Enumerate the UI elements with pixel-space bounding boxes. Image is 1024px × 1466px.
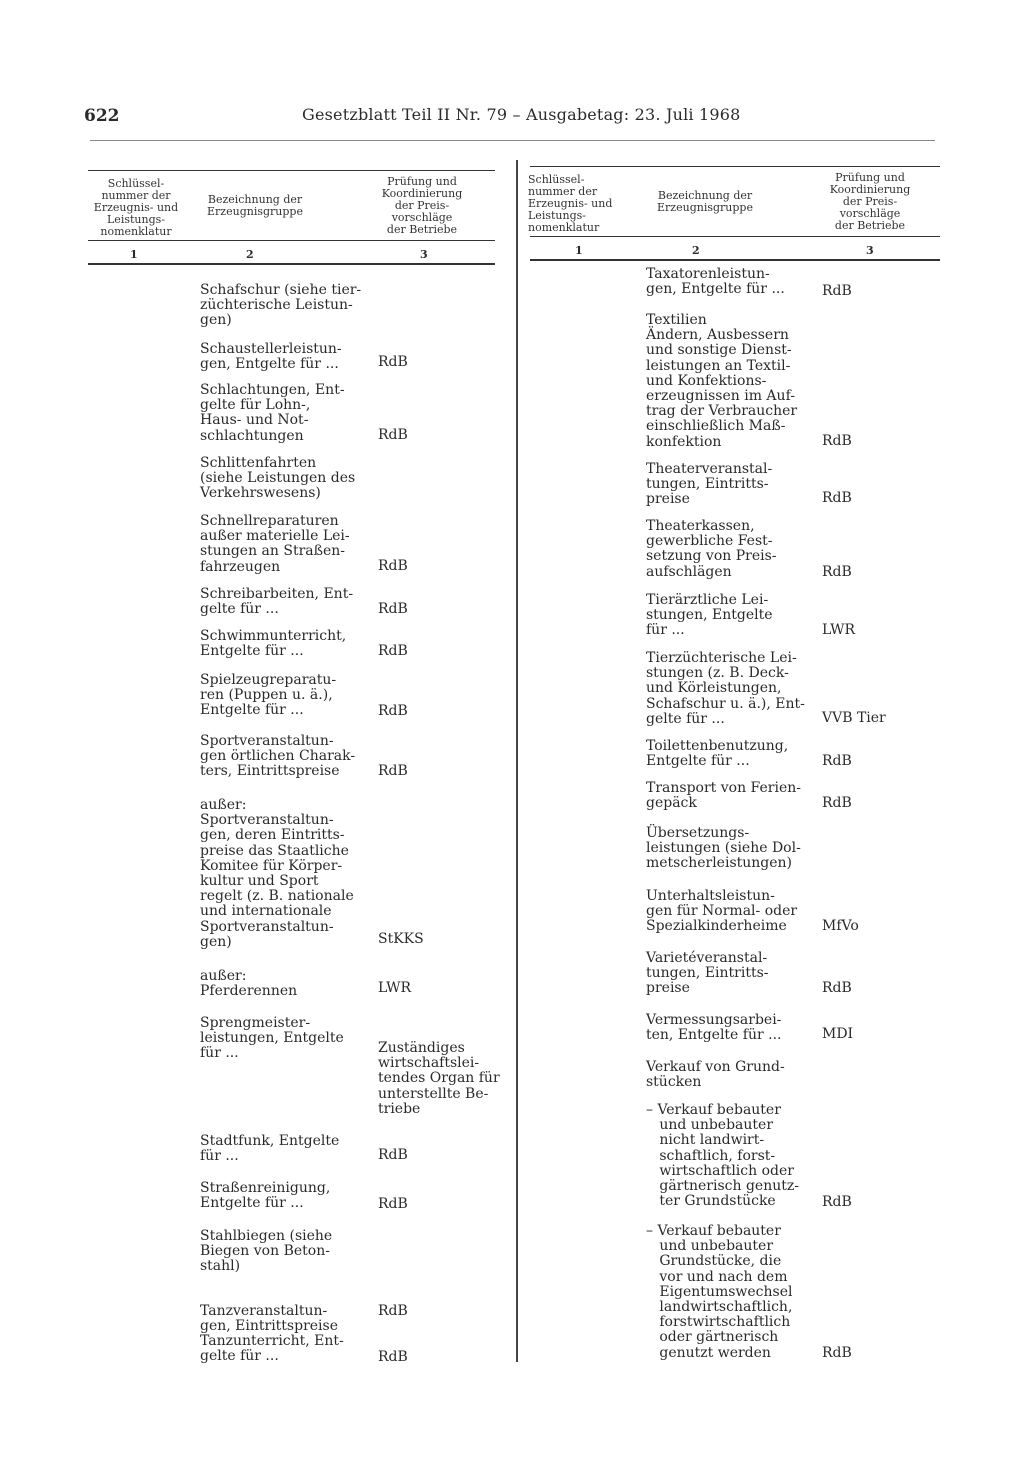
header-rule-mid xyxy=(530,236,940,237)
entry-text-line: züchterische Leistun- xyxy=(200,297,353,314)
entry-text-line: fahrzeugen xyxy=(200,558,281,575)
responsible-body xyxy=(378,1041,500,1117)
entry-text-line: Schlittenfahrten xyxy=(200,455,317,471)
entry-text-line: gen) xyxy=(200,933,232,950)
responsible-body: RdB xyxy=(822,564,852,580)
page-number: 622 xyxy=(84,106,120,126)
table-row xyxy=(200,629,370,659)
entry-text-line: gen, Entgelte für ... xyxy=(200,356,339,373)
entry-text-line: preise xyxy=(646,491,690,508)
table-row xyxy=(200,734,370,780)
right-col3-heading: Prüfung und Koordinierung der Preis- vorschläge der Betriebe xyxy=(829,171,911,232)
table-row xyxy=(200,673,370,719)
entry-text-line: Schaustellerleistun- xyxy=(200,341,342,357)
entry-text-line: oder gärtnerisch xyxy=(646,1329,779,1346)
table-row xyxy=(646,593,816,639)
responsible-body: RdB xyxy=(822,1345,852,1361)
table-row xyxy=(200,1016,370,1062)
entry-text-line: Spezialkinderheime xyxy=(646,918,787,935)
entry-text-line: Toilettenbenutzung, xyxy=(646,738,789,754)
entry-text-line: gelte für ... xyxy=(200,601,279,618)
entry-text-line: gen, Eintrittspreise xyxy=(200,1318,338,1335)
responsible-body-line: triebe xyxy=(378,1100,421,1117)
entry-text-line: Schafschur u. ä.), Ent- xyxy=(646,695,805,712)
responsible-body: RdB xyxy=(378,1349,408,1365)
entry-text-line: Stadtfunk, Entgelte xyxy=(200,1133,340,1149)
entry-text-line: Taxatorenleistun- xyxy=(646,266,770,282)
entry-text-line: erzeugnissen im Auf- xyxy=(646,388,795,405)
table-row xyxy=(646,1013,816,1043)
responsible-body-line: unterstellte Be- xyxy=(378,1085,489,1102)
entry-text-line: und Körleistungen, xyxy=(646,680,782,697)
entry-text-line: Sprengmeister- xyxy=(200,1015,311,1031)
entry-text-line: gärtnerisch genutz- xyxy=(646,1178,799,1195)
entry-text-line: Sportveranstaltun- xyxy=(200,812,334,829)
responsible-body: StKKS xyxy=(378,931,424,947)
entry-text-line: einschließlich Maß- xyxy=(646,418,786,435)
responsible-body: RdB xyxy=(378,1147,408,1163)
right-col-number-1: 1 xyxy=(575,244,583,257)
entry-text-line: für ... xyxy=(200,1148,239,1165)
entry-text-line: stungen, Entgelte xyxy=(646,607,773,624)
table-row xyxy=(200,1304,370,1334)
entry-text-line: Sportveranstaltun- xyxy=(200,733,334,749)
entry-text-line: vor und nach dem xyxy=(646,1268,788,1285)
responsible-body: RdB xyxy=(378,1196,408,1212)
responsible-body: RdB xyxy=(378,427,408,443)
responsible-body-line: Zuständiges xyxy=(378,1040,465,1056)
table-row xyxy=(646,826,816,872)
entry-text-line: leistungen an Textil- xyxy=(646,357,791,374)
right-col2-heading: Bezeichnung der Erzeugnisgruppe xyxy=(657,189,753,214)
table-row xyxy=(200,969,370,999)
entry-text-line: und unbebauter xyxy=(646,1117,774,1134)
entry-text-line: Verkehrswesens) xyxy=(200,485,321,502)
entry-text-line: ter Grundstücke xyxy=(646,1193,776,1210)
entry-text-line: gen für Normal- oder xyxy=(646,903,798,920)
table-row xyxy=(646,267,816,297)
entry-text-line: und unbebauter xyxy=(646,1238,774,1255)
entry-text-line: Entgelte für ... xyxy=(200,1195,304,1212)
entry-text-line: wirtschaftlich oder xyxy=(646,1162,794,1179)
entry-text-line: gen örtlichen Charak- xyxy=(200,748,356,765)
entry-text-line: regelt (z. B. nationale xyxy=(200,888,354,905)
responsible-body: RdB xyxy=(822,433,852,449)
table-row xyxy=(200,798,370,950)
table-row xyxy=(646,1224,816,1361)
entry-text-line: leistungen, Entgelte xyxy=(200,1030,344,1047)
entry-text-line: Tanzveranstaltun- xyxy=(200,1303,328,1319)
table-row xyxy=(200,283,370,329)
table-row xyxy=(200,587,370,617)
entry-text-line: tungen, Eintritts- xyxy=(646,965,769,982)
entry-text-line: und internationale xyxy=(200,903,332,920)
responsible-body: RdB xyxy=(822,980,852,996)
entry-text-line: Unterhaltsleistun- xyxy=(646,888,775,904)
entry-text-line: Tierzüchterische Lei- xyxy=(646,650,797,666)
table-row xyxy=(200,456,370,502)
entry-text-line: – Verkauf bebauter xyxy=(646,1102,781,1118)
entry-text-line: und sonstige Dienst- xyxy=(646,342,792,359)
entry-text-line: Varietéveranstal- xyxy=(646,950,768,966)
table-row xyxy=(200,1229,370,1275)
header-rule-top xyxy=(88,170,495,171)
responsible-body: RdB xyxy=(822,283,852,299)
entry-text-line: preise das Staatliche xyxy=(200,842,349,859)
entry-text-line: Entgelte für ... xyxy=(200,702,304,719)
entry-text-line: stungen (z. B. Deck- xyxy=(646,665,789,682)
left-col-number-1: 1 xyxy=(130,248,138,261)
entry-text-line: landwirtschaftlich, xyxy=(646,1299,793,1316)
entry-text-line: gelte für ... xyxy=(200,1348,279,1365)
entry-text-line: ters, Eintrittspreise xyxy=(200,763,340,780)
entry-text-line: und Konfektions- xyxy=(646,372,767,389)
responsible-body: RdB xyxy=(378,558,408,574)
responsible-body: VVB Tier xyxy=(822,710,886,726)
entry-text-line: außer materielle Lei- xyxy=(200,528,350,545)
entry-text-line: genutzt werden xyxy=(646,1344,771,1361)
entry-text-line: Tanzunterricht, Ent- xyxy=(200,1333,344,1349)
header-rule-bottom xyxy=(530,259,940,261)
table-row xyxy=(646,1103,816,1209)
column-divider xyxy=(516,160,518,1362)
responsible-body: RdB xyxy=(378,1303,408,1319)
responsible-body-line: wirtschaftslei- xyxy=(378,1055,480,1072)
entry-text-line: setzung von Preis- xyxy=(646,548,777,565)
entry-text-line: für ... xyxy=(200,1045,239,1062)
entry-text-line: (siehe Leistungen des xyxy=(200,470,356,487)
entry-text-line: Vermessungsarbei- xyxy=(646,1012,782,1028)
table-row xyxy=(200,383,370,444)
entry-text-line: gen) xyxy=(200,312,232,329)
responsible-body: RdB xyxy=(378,601,408,617)
responsible-body: RdB xyxy=(822,490,852,506)
entry-text-line: Biegen von Beton- xyxy=(200,1243,330,1260)
entry-text-line: Schwimmunterricht, xyxy=(200,628,347,644)
entry-text-line: für ... xyxy=(646,622,685,639)
header-rule-bottom xyxy=(88,263,495,265)
entry-text-line: Theaterveranstal- xyxy=(646,461,773,477)
entry-text-line: Schnellreparaturen xyxy=(200,513,339,529)
table-row xyxy=(646,651,816,727)
table-row xyxy=(200,1134,370,1164)
entry-text-line: ren (Puppen u. ä.), xyxy=(200,687,333,704)
entry-text-line: Komitee für Körper- xyxy=(200,857,343,874)
entry-text-line: Entgelte für ... xyxy=(646,753,750,770)
top-rule xyxy=(90,140,935,141)
table-row xyxy=(646,519,816,580)
entry-text-line: Spielzeugreparatu- xyxy=(200,672,337,688)
entry-text-line: Grundstücke, die xyxy=(646,1253,782,1270)
entry-text-line: Schreibarbeiten, Ent- xyxy=(200,586,354,602)
responsible-body: MDI xyxy=(822,1026,854,1042)
entry-text-line: Ändern, Ausbessern xyxy=(646,327,789,344)
right-col-number-3: 3 xyxy=(866,244,874,257)
responsible-body: RdB xyxy=(378,354,408,370)
responsible-body: RdB xyxy=(822,753,852,769)
left-col1-heading: Schlüssel- nummer der Erzeugnis- und Leistungs- nomenklatur xyxy=(93,177,179,238)
table-row xyxy=(200,514,370,575)
right-col1-heading: Schlüssel- nummer der Erzeugnis- und Leistungs- nomenklatur xyxy=(528,173,613,234)
entry-text-line: schlachtungen xyxy=(200,427,304,444)
responsible-body-line: tendes Organ für xyxy=(378,1070,500,1087)
entry-text-line: leistungen (siehe Dol- xyxy=(646,840,801,857)
left-col-number-3: 3 xyxy=(420,248,428,261)
entry-text-line: nicht landwirt- xyxy=(646,1132,765,1149)
responsible-body: RdB xyxy=(378,703,408,719)
entry-text-line: schaftlich, forst- xyxy=(646,1147,776,1164)
header-rule-top xyxy=(530,166,940,167)
responsible-body: RdB xyxy=(822,1194,852,1210)
entry-text-line: Sportveranstaltun- xyxy=(200,918,334,935)
table-row xyxy=(646,951,816,997)
entry-text-line: stungen an Straßen- xyxy=(200,543,346,560)
table-row xyxy=(646,462,816,508)
table-row xyxy=(646,1060,816,1090)
entry-text-line: ten, Entgelte für ... xyxy=(646,1027,782,1044)
table-row xyxy=(200,1334,370,1364)
table-row xyxy=(646,313,816,450)
entry-text-line: Straßenreinigung, xyxy=(200,1180,331,1196)
table-row xyxy=(646,889,816,935)
responsible-body: MfVo xyxy=(822,918,859,934)
entry-text-line: preise xyxy=(646,980,690,997)
table-row xyxy=(646,781,816,811)
responsible-body: RdB xyxy=(378,643,408,659)
entry-text-line: gen, deren Eintritts- xyxy=(200,827,345,844)
entry-text-line: Eigentumswechsel xyxy=(646,1283,793,1300)
entry-text-line: aufschlägen xyxy=(646,563,732,580)
entry-text-line: trag der Verbraucher xyxy=(646,403,798,420)
left-col-number-2: 2 xyxy=(246,248,254,261)
entry-text-line: Transport von Ferien- xyxy=(646,780,801,796)
entry-text-line: außer: xyxy=(200,797,247,813)
table-row xyxy=(200,1181,370,1211)
table-row xyxy=(200,342,370,372)
entry-text-line: Entgelte für ... xyxy=(200,643,304,660)
entry-text-line: kultur und Sport xyxy=(200,873,319,890)
entry-text-line: gewerbliche Fest- xyxy=(646,533,773,550)
right-col-number-2: 2 xyxy=(692,244,700,257)
entry-text-line: metscherleistungen) xyxy=(646,855,793,872)
entry-text-line: gen, Entgelte für ... xyxy=(646,281,785,298)
entry-text-line: Verkauf von Grund- xyxy=(646,1059,785,1075)
entry-text-line: außer: xyxy=(200,968,247,984)
entry-text-line: Textilien xyxy=(646,312,707,328)
entry-text-line: gelte für Lohn-, xyxy=(200,397,311,414)
entry-text-line: gelte für ... xyxy=(646,710,725,727)
responsible-body: LWR xyxy=(822,622,856,638)
entry-text-line: Schafschur (siehe tier- xyxy=(200,282,362,298)
responsible-body: RdB xyxy=(822,795,852,811)
entry-text-line: stücken xyxy=(646,1074,702,1091)
entry-text-line: Stahlbiegen (siehe xyxy=(200,1228,333,1244)
entry-text-line: Tierärztliche Lei- xyxy=(646,592,769,608)
entry-text-line: tungen, Eintritts- xyxy=(646,476,769,493)
left-col3-heading: Prüfung und Koordinierung der Preis- vorschläge der Betriebe xyxy=(381,175,463,236)
entry-text-line: Pferderennen xyxy=(200,983,298,1000)
entry-text-line: Übersetzungs- xyxy=(646,825,750,841)
header-rule-mid xyxy=(88,240,495,241)
entry-text-line: – Verkauf bebauter xyxy=(646,1223,781,1239)
responsible-body: LWR xyxy=(378,980,412,996)
table-row xyxy=(646,739,816,769)
left-col2-heading: Bezeichnung der Erzeugnisgruppe xyxy=(207,193,303,218)
entry-text-line: Schlachtungen, Ent- xyxy=(200,382,345,398)
page-title: Gesetzblatt Teil II Nr. 79 – Ausgabetag: 23. Juli 1968 xyxy=(302,105,741,124)
entry-text-line: konfektion xyxy=(646,433,722,450)
entry-text-line: stahl) xyxy=(200,1258,241,1275)
entry-text-line: Haus- und Not- xyxy=(200,412,309,429)
responsible-body: RdB xyxy=(378,763,408,779)
entry-text-line: forstwirtschaftlich xyxy=(646,1314,791,1331)
entry-text-line: gepäck xyxy=(646,795,697,812)
entry-text-line: Theaterkassen, xyxy=(646,518,755,534)
